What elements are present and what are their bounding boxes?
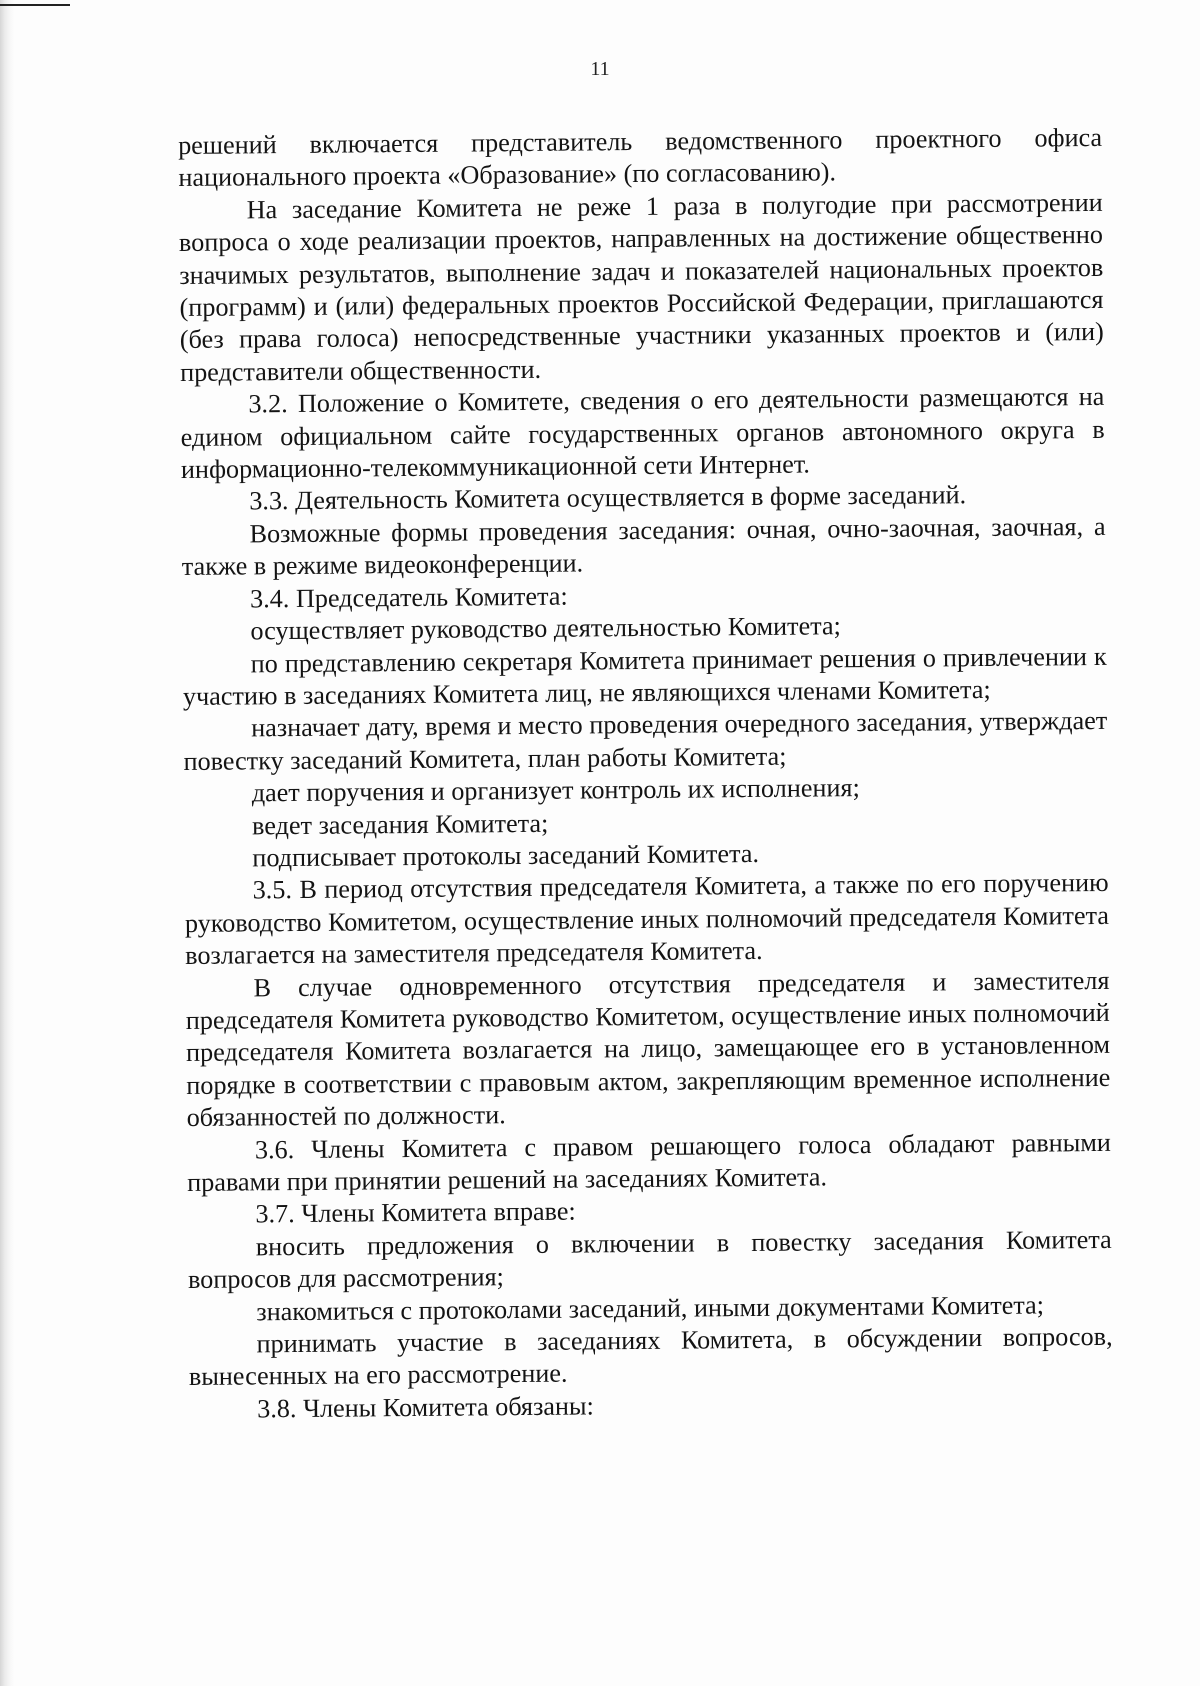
paragraph: 3.7. Члены Комитета вправе: xyxy=(255,1196,576,1229)
paragraph: осуществляет руководство деятельностью Комитета; xyxy=(250,611,841,646)
paragraph: Возможные формы проведения заседания: очная, очно-заочная, заочная, а также в режиме видеоконференции. xyxy=(181,511,1106,582)
paragraph: принимать участие в заседаниях Комитета, в обсуждении вопросов, вынесенных на его рассмотрение. xyxy=(188,1321,1113,1392)
paragraph: В случае одновременного отсутствия председателя и заместителя председателя Комитета руководство Комитетом, осуществление иных полномочий председателя Комитета возлагается на лицо, замещающее его в установленном порядке в соответствии с правовым актом, закрепляющим временное исполнение обязанностей по должности. xyxy=(185,965,1111,1133)
paragraph: 3.3. Деятельность Комитета осуществляется в форме заседаний. xyxy=(249,480,967,516)
corner-mark xyxy=(0,4,70,6)
paragraph: по представлению секретаря Комитета принимает решения о привлечении к участию в заседаниях Комитета лиц, не являющихся членами Комитета; xyxy=(182,641,1107,711)
paragraph: назначает дату, время и место проведения очередного заседания, утверждает повестку заседаний Комитета, план работы Комитета; xyxy=(183,706,1108,776)
paragraph: дает поручения и организует контроль их исполнения; xyxy=(251,773,860,808)
paragraph: подписывает протоколы заседаний Комитета. xyxy=(252,838,760,873)
paragraph: 3.2. Положение о Комитете, сведения о его деятельности размещаются на едином официальном сайте государственных органов автономного округа в информационно-телекоммуникационной сети Интернет. xyxy=(180,382,1105,485)
paragraph: решений включается представитель ведомственного проектного офиса национального проекта «Образование» (по согласованию). xyxy=(178,122,1103,193)
scan-edge-shadow xyxy=(0,0,14,1686)
page-number: 11 xyxy=(590,58,610,80)
paragraph: ведет заседания Комитета; xyxy=(251,808,549,840)
document-body xyxy=(178,122,1113,1426)
paragraph: вносить предложения о включении в повестку заседания Комитета вопросов для рассмотрения; xyxy=(187,1224,1112,1295)
paragraph: знакомиться с протоколами заседаний, иными документами Комитета; xyxy=(256,1290,1045,1326)
paragraph: 3.6. Члены Комитета с правом решающего голоса обладают равными правами при принятии решений на заседаниях Комитета. xyxy=(187,1127,1111,1197)
paragraph: 3.8. Члены Комитета обязаны: xyxy=(257,1391,594,1424)
paragraph: 3.4. Председатель Комитета: xyxy=(249,581,568,614)
paragraph: 3.5. В период отсутствия председателя Комитета, а также по его поручению руководство Комитетом, осуществление иных полномочий председателя Комитета возлагается на заместителя председателя Комитета. xyxy=(184,868,1110,971)
paragraph: На заседание Комитета не реже 1 раза в полугодие при рассмотрении вопроса о ходе реализации проектов, направленных на достижение общественно значимых результатов, выполнение задач и показателей национальных проектов (программ) и (или) федеральных проектов Российской Федерации, приглашаются (без права голоса) непосредственные участники указанных проектов и (или) представители общественности. xyxy=(178,187,1104,387)
